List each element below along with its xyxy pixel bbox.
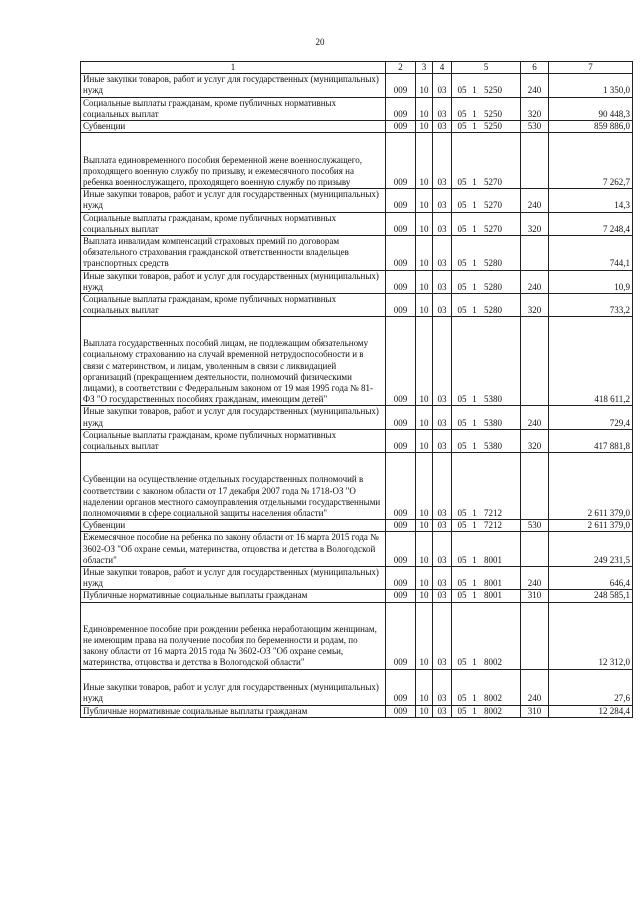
target-subprogram: 1 bbox=[472, 258, 477, 269]
cell-amount: 14,3 bbox=[549, 189, 633, 212]
cell-target-article bbox=[452, 74, 521, 97]
cell-admin-code: 009 bbox=[386, 429, 416, 452]
table-row bbox=[81, 317, 633, 406]
cell-subsection: 03 bbox=[433, 212, 452, 235]
cell-target-article bbox=[452, 406, 521, 429]
row-description: Иные закупки товаров, работ и услуг для государственных (муниципальных) нужд bbox=[81, 567, 386, 590]
cell-target-article bbox=[452, 567, 521, 590]
cell-target-article bbox=[452, 189, 521, 212]
cell-amount: 27,6 bbox=[549, 669, 633, 705]
target-subprogram: 1 bbox=[472, 705, 477, 716]
target-program: 05 bbox=[457, 705, 467, 716]
cell-section: 10 bbox=[416, 294, 433, 317]
target-subprogram: 1 bbox=[472, 657, 477, 668]
cell-target-article bbox=[452, 590, 521, 602]
table-row bbox=[81, 532, 633, 567]
cell-subsection: 03 bbox=[433, 453, 452, 520]
cell-target-article bbox=[452, 212, 521, 235]
table-row bbox=[81, 189, 633, 212]
row-description: Субвенции на осуществление отдельных государственных полномочий в соответствии с законом области от 17 декабря 2007 года № 1718-ОЗ "О наделении органов местного самоуправления отдельными государственными полномочиями в сфере социальной защиты населения области" bbox=[81, 453, 386, 520]
cell-admin-code: 009 bbox=[386, 590, 416, 602]
target-subprogram: 1 bbox=[472, 590, 477, 601]
header-row bbox=[81, 62, 633, 74]
cell-target-article bbox=[452, 236, 521, 271]
target-direction: 5380 bbox=[484, 441, 502, 452]
target-direction: 8002 bbox=[484, 693, 502, 704]
table-row bbox=[81, 602, 633, 669]
cell-target-article bbox=[452, 520, 521, 532]
row-description: Выплата единовременного пособия беременной жене военнослужащего, проходящего военную службу по призыву, и ежемесячного пособия на ребенка военнослужащего, проходящего военную службу по призыву bbox=[81, 133, 386, 189]
target-subprogram: 1 bbox=[472, 508, 477, 519]
table-row bbox=[81, 429, 633, 452]
target-program: 05 bbox=[457, 108, 467, 119]
cell-expense-type: 320 bbox=[521, 294, 549, 317]
cell-expense-type: 530 bbox=[521, 121, 549, 133]
cell-expense-type bbox=[521, 236, 549, 271]
target-program: 05 bbox=[457, 281, 467, 292]
row-description: Иные закупки товаров, работ и услуг для государственных (муниципальных) нужд bbox=[81, 74, 386, 97]
row-description: Иные закупки товаров, работ и услуг для государственных (муниципальных) нужд bbox=[81, 270, 386, 293]
table-row bbox=[81, 236, 633, 271]
target-program: 05 bbox=[457, 223, 467, 234]
cell-target-article bbox=[452, 532, 521, 567]
cell-admin-code: 009 bbox=[386, 567, 416, 590]
cell-subsection: 03 bbox=[433, 532, 452, 567]
row-description: Иные закупки товаров, работ и услуг для государственных (муниципальных) нужд bbox=[81, 406, 386, 429]
cell-admin-code: 009 bbox=[386, 74, 416, 97]
cell-amount: 12 312,0 bbox=[549, 602, 633, 669]
cell-section: 10 bbox=[416, 74, 433, 97]
target-program: 05 bbox=[457, 417, 467, 428]
table-row bbox=[81, 212, 633, 235]
target-subprogram: 1 bbox=[472, 417, 477, 428]
target-program: 05 bbox=[457, 441, 467, 452]
cell-expense-type: 240 bbox=[521, 270, 549, 293]
cell-amount: 729,4 bbox=[549, 406, 633, 429]
cell-expense-type: 320 bbox=[521, 97, 549, 120]
cell-amount: 733,2 bbox=[549, 294, 633, 317]
cell-subsection: 03 bbox=[433, 74, 452, 97]
cell-subsection: 03 bbox=[433, 406, 452, 429]
cell-target-article bbox=[452, 133, 521, 189]
table-row bbox=[81, 121, 633, 133]
header-cell: 4 bbox=[433, 62, 452, 74]
cell-section: 10 bbox=[416, 317, 433, 406]
cell-section: 10 bbox=[416, 705, 433, 717]
target-direction: 5250 bbox=[484, 108, 502, 119]
target-subprogram: 1 bbox=[472, 85, 477, 96]
cell-admin-code: 009 bbox=[386, 453, 416, 520]
cell-subsection: 03 bbox=[433, 317, 452, 406]
cell-target-article bbox=[452, 270, 521, 293]
cell-expense-type: 310 bbox=[521, 590, 549, 602]
target-program: 05 bbox=[457, 578, 467, 589]
cell-target-article bbox=[452, 429, 521, 452]
row-description: Публичные нормативные социальные выплаты гражданам bbox=[81, 590, 386, 602]
cell-amount: 2 611 379,0 bbox=[549, 520, 633, 532]
table-row bbox=[81, 294, 633, 317]
target-subprogram: 1 bbox=[472, 578, 477, 589]
cell-admin-code: 009 bbox=[386, 236, 416, 271]
target-subprogram: 1 bbox=[472, 693, 477, 704]
cell-section: 10 bbox=[416, 520, 433, 532]
cell-subsection: 03 bbox=[433, 97, 452, 120]
target-subprogram: 1 bbox=[472, 200, 477, 211]
target-direction: 8002 bbox=[484, 657, 502, 668]
cell-target-article bbox=[452, 669, 521, 705]
table-row bbox=[81, 567, 633, 590]
cell-subsection: 03 bbox=[433, 294, 452, 317]
table-row bbox=[81, 705, 633, 717]
cell-target-article bbox=[452, 705, 521, 717]
target-direction: 5270 bbox=[484, 177, 502, 188]
row-description: Социальные выплаты гражданам, кроме публичных нормативных социальных выплат bbox=[81, 429, 386, 452]
target-direction: 8001 bbox=[484, 578, 502, 589]
target-program: 05 bbox=[457, 305, 467, 316]
header-cell: 5 bbox=[452, 62, 521, 74]
row-description: Выплата инвалидам компенсаций страховых премий по договорам обязательного страхования гражданской ответственности владельцев транспортных средств bbox=[81, 236, 386, 271]
table-row bbox=[81, 97, 633, 120]
row-description: Выплата государственных пособий лицам, не подлежащим обязательному социальному страхованию на случай временной нетрудоспособности и в связи с материнством, и лицам, уволенным в связи с ликвидацией организаций (прекращением деятельности, полномочий физическими лицами), в соответствии с Федеральным законом от 19 мая 1995 года № 81-ФЗ "О государственных пособиях гражданам, имеющим детей" bbox=[81, 317, 386, 406]
cell-amount: 90 448,3 bbox=[549, 97, 633, 120]
cell-admin-code: 009 bbox=[386, 532, 416, 567]
cell-expense-type: 310 bbox=[521, 705, 549, 717]
target-program: 05 bbox=[457, 657, 467, 668]
cell-amount: 2 611 379,0 bbox=[549, 453, 633, 520]
cell-expense-type: 320 bbox=[521, 429, 549, 452]
cell-admin-code: 009 bbox=[386, 121, 416, 133]
header-cell: 2 bbox=[386, 62, 416, 74]
cell-admin-code: 009 bbox=[386, 317, 416, 406]
target-subprogram: 1 bbox=[472, 305, 477, 316]
cell-admin-code: 009 bbox=[386, 270, 416, 293]
target-program: 05 bbox=[457, 508, 467, 519]
cell-subsection: 03 bbox=[433, 520, 452, 532]
target-program: 05 bbox=[457, 394, 467, 405]
cell-section: 10 bbox=[416, 189, 433, 212]
cell-target-article bbox=[452, 97, 521, 120]
cell-amount: 249 231,5 bbox=[549, 532, 633, 567]
cell-section: 10 bbox=[416, 97, 433, 120]
cell-target-article bbox=[452, 294, 521, 317]
cell-amount: 1 350,0 bbox=[549, 74, 633, 97]
cell-amount: 744,1 bbox=[549, 236, 633, 271]
cell-subsection: 03 bbox=[433, 590, 452, 602]
cell-amount: 10,9 bbox=[549, 270, 633, 293]
cell-expense-type bbox=[521, 453, 549, 520]
row-description: Социальные выплаты гражданам, кроме публичных нормативных социальных выплат bbox=[81, 212, 386, 235]
header-cell: 6 bbox=[521, 62, 549, 74]
header-cell: 1 bbox=[81, 62, 386, 74]
target-program: 05 bbox=[457, 590, 467, 601]
row-description: Социальные выплаты гражданам, кроме публичных нормативных социальных выплат bbox=[81, 97, 386, 120]
target-subprogram: 1 bbox=[472, 223, 477, 234]
target-direction: 7212 bbox=[484, 520, 502, 531]
cell-expense-type bbox=[521, 532, 549, 567]
row-description: Социальные выплаты гражданам, кроме публичных нормативных социальных выплат bbox=[81, 294, 386, 317]
cell-section: 10 bbox=[416, 406, 433, 429]
target-direction: 5280 bbox=[484, 305, 502, 316]
cell-section: 10 bbox=[416, 590, 433, 602]
row-description: Субвенции bbox=[81, 520, 386, 532]
cell-amount: 7 248,4 bbox=[549, 212, 633, 235]
cell-section: 10 bbox=[416, 453, 433, 520]
target-direction: 5380 bbox=[484, 417, 502, 428]
target-subprogram: 1 bbox=[472, 281, 477, 292]
cell-section: 10 bbox=[416, 532, 433, 567]
table-row bbox=[81, 520, 633, 532]
row-description: Иные закупки товаров, работ и услуг для государственных (муниципальных) нужд bbox=[81, 669, 386, 705]
cell-target-article bbox=[452, 121, 521, 133]
cell-section: 10 bbox=[416, 669, 433, 705]
cell-subsection: 03 bbox=[433, 429, 452, 452]
target-direction: 5380 bbox=[484, 394, 502, 405]
target-subprogram: 1 bbox=[472, 520, 477, 531]
target-program: 05 bbox=[457, 554, 467, 565]
target-subprogram: 1 bbox=[472, 394, 477, 405]
cell-expense-type: 320 bbox=[521, 212, 549, 235]
cell-section: 10 bbox=[416, 567, 433, 590]
cell-amount: 7 262,7 bbox=[549, 133, 633, 189]
cell-subsection: 03 bbox=[433, 669, 452, 705]
cell-expense-type bbox=[521, 317, 549, 406]
table-row bbox=[81, 453, 633, 520]
cell-expense-type: 240 bbox=[521, 406, 549, 429]
target-direction: 5250 bbox=[484, 121, 502, 132]
cell-expense-type: 240 bbox=[521, 74, 549, 97]
budget-table bbox=[80, 61, 633, 718]
cell-target-article bbox=[452, 453, 521, 520]
cell-amount: 12 284,4 bbox=[549, 705, 633, 717]
cell-admin-code: 009 bbox=[386, 669, 416, 705]
cell-amount: 859 886,0 bbox=[549, 121, 633, 133]
target-program: 05 bbox=[457, 121, 467, 132]
cell-amount: 417 881,8 bbox=[549, 429, 633, 452]
cell-subsection: 03 bbox=[433, 189, 452, 212]
cell-expense-type bbox=[521, 602, 549, 669]
row-description: Единовременное пособие при рождении ребенка неработающим женщинам, не имеющим права на получение пособия по беременности и родам, по закону области от 16 марта 2015 года № 3602-ОЗ "Об охране семьи, материнства, отцовства и детства в Вологодской области" bbox=[81, 602, 386, 669]
target-program: 05 bbox=[457, 258, 467, 269]
target-subprogram: 1 bbox=[472, 554, 477, 565]
cell-subsection: 03 bbox=[433, 133, 452, 189]
cell-expense-type: 240 bbox=[521, 669, 549, 705]
table-row bbox=[81, 590, 633, 602]
cell-section: 10 bbox=[416, 270, 433, 293]
target-subprogram: 1 bbox=[472, 177, 477, 188]
cell-section: 10 bbox=[416, 121, 433, 133]
cell-section: 10 bbox=[416, 602, 433, 669]
table-row bbox=[81, 74, 633, 97]
cell-admin-code: 009 bbox=[386, 705, 416, 717]
cell-subsection: 03 bbox=[433, 121, 452, 133]
cell-expense-type: 240 bbox=[521, 189, 549, 212]
cell-subsection: 03 bbox=[433, 567, 452, 590]
target-program: 05 bbox=[457, 520, 467, 531]
target-program: 05 bbox=[457, 85, 467, 96]
row-description: Иные закупки товаров, работ и услуг для государственных (муниципальных) нужд bbox=[81, 189, 386, 212]
cell-section: 10 bbox=[416, 133, 433, 189]
target-subprogram: 1 bbox=[472, 441, 477, 452]
target-program: 05 bbox=[457, 693, 467, 704]
target-direction: 5270 bbox=[484, 223, 502, 234]
cell-amount: 418 611,2 bbox=[549, 317, 633, 406]
cell-admin-code: 009 bbox=[386, 189, 416, 212]
target-subprogram: 1 bbox=[472, 108, 477, 119]
table-body bbox=[81, 74, 633, 718]
cell-amount: 646,4 bbox=[549, 567, 633, 590]
cell-expense-type bbox=[521, 133, 549, 189]
target-program: 05 bbox=[457, 177, 467, 188]
cell-admin-code: 009 bbox=[386, 212, 416, 235]
table-row bbox=[81, 406, 633, 429]
cell-target-article bbox=[452, 317, 521, 406]
cell-subsection: 03 bbox=[433, 705, 452, 717]
header-cell: 3 bbox=[416, 62, 433, 74]
target-direction: 5280 bbox=[484, 258, 502, 269]
target-subprogram: 1 bbox=[472, 121, 477, 132]
target-program: 05 bbox=[457, 200, 467, 211]
cell-admin-code: 009 bbox=[386, 406, 416, 429]
row-description: Публичные нормативные социальные выплаты гражданам bbox=[81, 705, 386, 717]
target-direction: 8002 bbox=[484, 705, 502, 716]
cell-admin-code: 009 bbox=[386, 520, 416, 532]
cell-expense-type: 530 bbox=[521, 520, 549, 532]
cell-section: 10 bbox=[416, 236, 433, 271]
cell-subsection: 03 bbox=[433, 602, 452, 669]
cell-admin-code: 009 bbox=[386, 602, 416, 669]
cell-subsection: 03 bbox=[433, 270, 452, 293]
table-row bbox=[81, 669, 633, 705]
table-row bbox=[81, 270, 633, 293]
cell-subsection: 03 bbox=[433, 236, 452, 271]
cell-admin-code: 009 bbox=[386, 97, 416, 120]
cell-amount: 248 585,1 bbox=[549, 590, 633, 602]
target-direction: 5250 bbox=[484, 85, 502, 96]
header-cell: 7 bbox=[549, 62, 633, 74]
target-direction: 7212 bbox=[484, 508, 502, 519]
row-description: Ежемесячное пособие на ребенка по закону области от 16 марта 2015 года № 3602-ОЗ "Об охране семьи, материнства, отцовства и детства в Вологодской области" bbox=[81, 532, 386, 567]
cell-admin-code: 009 bbox=[386, 294, 416, 317]
target-direction: 8001 bbox=[484, 554, 502, 565]
target-direction: 5280 bbox=[484, 281, 502, 292]
page-number: 20 bbox=[315, 37, 325, 47]
row-description: Субвенции bbox=[81, 121, 386, 133]
cell-section: 10 bbox=[416, 429, 433, 452]
target-direction: 5270 bbox=[484, 200, 502, 211]
cell-section: 10 bbox=[416, 212, 433, 235]
cell-admin-code: 009 bbox=[386, 133, 416, 189]
target-direction: 8001 bbox=[484, 590, 502, 601]
table-row bbox=[81, 133, 633, 189]
cell-expense-type: 240 bbox=[521, 567, 549, 590]
cell-target-article bbox=[452, 602, 521, 669]
